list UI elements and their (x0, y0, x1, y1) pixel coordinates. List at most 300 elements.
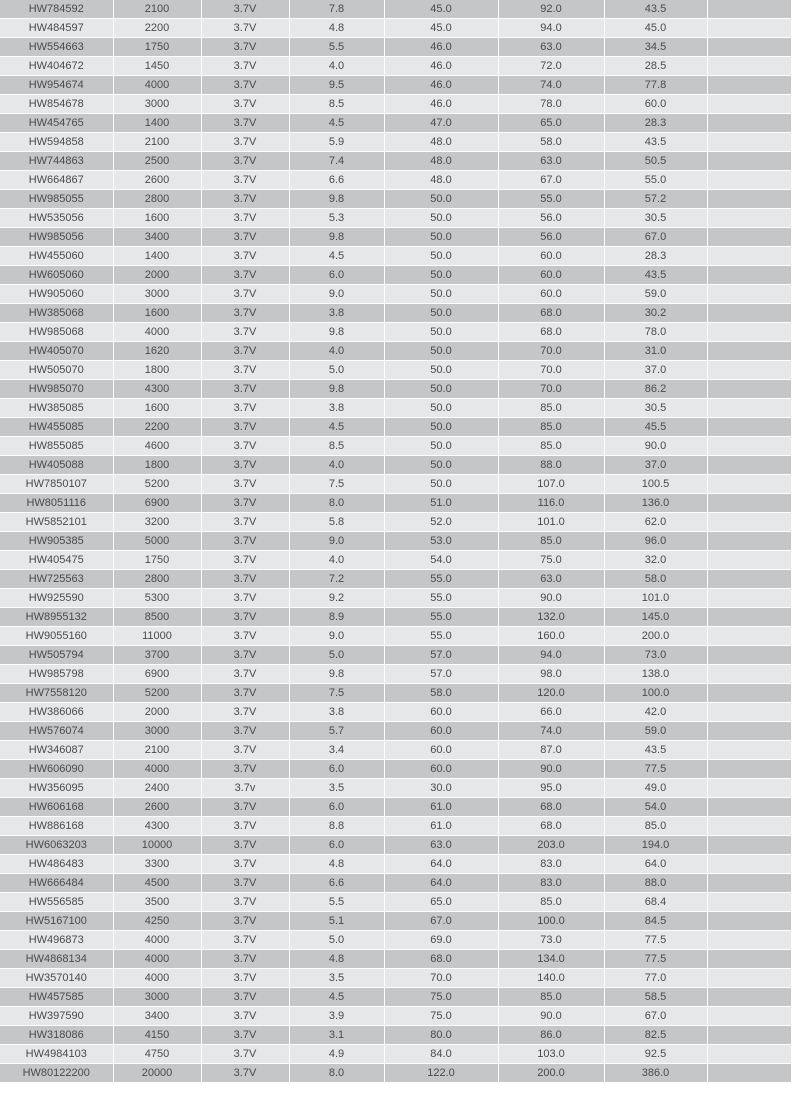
weight-cell: 60.0 (604, 95, 707, 114)
length-cell: 56.0 (498, 228, 604, 247)
weight-cell: 42.0 (604, 703, 707, 722)
voltage-cell: 3.7V (201, 152, 289, 171)
thickness-cell: 4.0 (289, 342, 384, 361)
capacity-cell: 3700 (113, 646, 201, 665)
weight-cell: 28.5 (604, 57, 707, 76)
weight-cell: 57.2 (604, 190, 707, 209)
width-cell: 60.0 (384, 760, 498, 779)
voltage-cell: 3.7V (201, 285, 289, 304)
model-cell: HW405475 (0, 551, 113, 570)
width-cell: 50.0 (384, 190, 498, 209)
width-cell: 75.0 (384, 1007, 498, 1026)
thickness-cell: 5.8 (289, 513, 384, 532)
weight-cell: 49.0 (604, 779, 707, 798)
voltage-cell: 3.7V (201, 190, 289, 209)
model-cell: HW3570140 (0, 969, 113, 988)
thickness-cell: 9.0 (289, 285, 384, 304)
voltage-cell: 3.7V (201, 969, 289, 988)
thickness-cell: 9.8 (289, 323, 384, 342)
width-cell: 50.0 (384, 361, 498, 380)
thickness-cell: 7.2 (289, 570, 384, 589)
capacity-cell: 4300 (113, 380, 201, 399)
empty-cell (707, 570, 791, 589)
model-cell: HW985070 (0, 380, 113, 399)
table-row (0, 969, 791, 988)
length-cell: 160.0 (498, 627, 604, 646)
weight-cell: 31.0 (604, 342, 707, 361)
model-cell: HW356095 (0, 779, 113, 798)
thickness-cell: 3.1 (289, 1026, 384, 1045)
length-cell: 70.0 (498, 342, 604, 361)
model-cell: HW6063203 (0, 836, 113, 855)
voltage-cell: 3.7V (201, 475, 289, 494)
capacity-cell: 4500 (113, 874, 201, 893)
weight-cell: 386.0 (604, 1064, 707, 1083)
weight-cell: 43.5 (604, 0, 707, 19)
thickness-cell: 7.4 (289, 152, 384, 171)
empty-cell (707, 456, 791, 475)
length-cell: 78.0 (498, 95, 604, 114)
width-cell: 50.0 (384, 266, 498, 285)
table-row (0, 1064, 791, 1083)
table-row (0, 570, 791, 589)
thickness-cell: 6.0 (289, 836, 384, 855)
model-cell: HW886168 (0, 817, 113, 836)
weight-cell: 45.0 (604, 19, 707, 38)
table-row (0, 798, 791, 817)
width-cell: 50.0 (384, 228, 498, 247)
length-cell: 65.0 (498, 114, 604, 133)
length-cell: 83.0 (498, 874, 604, 893)
model-cell: HW954674 (0, 76, 113, 95)
weight-cell: 59.0 (604, 722, 707, 741)
voltage-cell: 3.7V (201, 665, 289, 684)
voltage-cell: 3.7V (201, 722, 289, 741)
length-cell: 63.0 (498, 570, 604, 589)
model-cell: HW854678 (0, 95, 113, 114)
model-cell: HW385085 (0, 399, 113, 418)
thickness-cell: 8.5 (289, 437, 384, 456)
table-row (0, 608, 791, 627)
thickness-cell: 5.3 (289, 209, 384, 228)
empty-cell (707, 323, 791, 342)
thickness-cell: 9.0 (289, 532, 384, 551)
empty-cell (707, 190, 791, 209)
table-row (0, 931, 791, 950)
table-row (0, 247, 791, 266)
voltage-cell: 3.7V (201, 1007, 289, 1026)
model-cell: HW985798 (0, 665, 113, 684)
voltage-cell: 3.7V (201, 608, 289, 627)
weight-cell: 77.5 (604, 760, 707, 779)
length-cell: 95.0 (498, 779, 604, 798)
table-row (0, 190, 791, 209)
length-cell: 90.0 (498, 760, 604, 779)
width-cell: 64.0 (384, 855, 498, 874)
empty-cell (707, 532, 791, 551)
length-cell: 68.0 (498, 323, 604, 342)
thickness-cell: 5.0 (289, 646, 384, 665)
width-cell: 55.0 (384, 589, 498, 608)
empty-cell (707, 931, 791, 950)
width-cell: 47.0 (384, 114, 498, 133)
table-row (0, 456, 791, 475)
capacity-cell: 2600 (113, 798, 201, 817)
table-row (0, 76, 791, 95)
length-cell: 72.0 (498, 57, 604, 76)
weight-cell: 59.0 (604, 285, 707, 304)
thickness-cell: 9.5 (289, 76, 384, 95)
length-cell: 60.0 (498, 266, 604, 285)
length-cell: 73.0 (498, 931, 604, 950)
capacity-cell: 6900 (113, 665, 201, 684)
model-cell: HW535056 (0, 209, 113, 228)
width-cell: 64.0 (384, 874, 498, 893)
empty-cell (707, 266, 791, 285)
length-cell: 200.0 (498, 1064, 604, 1083)
voltage-cell: 3.7V (201, 456, 289, 475)
capacity-cell: 4150 (113, 1026, 201, 1045)
empty-cell (707, 19, 791, 38)
empty-cell (707, 399, 791, 418)
model-cell: HW404672 (0, 57, 113, 76)
width-cell: 50.0 (384, 342, 498, 361)
table-row (0, 0, 791, 19)
capacity-cell: 4250 (113, 912, 201, 931)
capacity-cell: 4000 (113, 760, 201, 779)
table-row (0, 285, 791, 304)
model-cell: HW554663 (0, 38, 113, 57)
thickness-cell: 4.5 (289, 114, 384, 133)
table-row (0, 874, 791, 893)
length-cell: 85.0 (498, 532, 604, 551)
empty-cell (707, 38, 791, 57)
model-cell: HW905060 (0, 285, 113, 304)
length-cell: 85.0 (498, 399, 604, 418)
voltage-cell: 3.7V (201, 494, 289, 513)
length-cell: 75.0 (498, 551, 604, 570)
model-cell: HW386066 (0, 703, 113, 722)
weight-cell: 92.5 (604, 1045, 707, 1064)
empty-cell (707, 494, 791, 513)
width-cell: 68.0 (384, 950, 498, 969)
width-cell: 50.0 (384, 418, 498, 437)
model-cell: HW664867 (0, 171, 113, 190)
weight-cell: 50.5 (604, 152, 707, 171)
thickness-cell: 4.0 (289, 551, 384, 570)
length-cell: 83.0 (498, 855, 604, 874)
capacity-cell: 10000 (113, 836, 201, 855)
model-cell: HW985068 (0, 323, 113, 342)
width-cell: 60.0 (384, 741, 498, 760)
capacity-cell: 5200 (113, 684, 201, 703)
width-cell: 58.0 (384, 684, 498, 703)
width-cell: 46.0 (384, 76, 498, 95)
thickness-cell: 8.0 (289, 494, 384, 513)
table-row (0, 1026, 791, 1045)
empty-cell (707, 361, 791, 380)
length-cell: 74.0 (498, 76, 604, 95)
thickness-cell: 4.8 (289, 950, 384, 969)
empty-cell (707, 779, 791, 798)
voltage-cell: 3.7V (201, 874, 289, 893)
voltage-cell: 3.7V (201, 114, 289, 133)
voltage-cell: 3.7V (201, 19, 289, 38)
weight-cell: 37.0 (604, 456, 707, 475)
width-cell: 50.0 (384, 285, 498, 304)
voltage-cell: 3.7V (201, 418, 289, 437)
capacity-cell: 3000 (113, 722, 201, 741)
empty-cell (707, 1064, 791, 1083)
empty-cell (707, 703, 791, 722)
model-cell: HW5167100 (0, 912, 113, 931)
voltage-cell: 3.7V (201, 741, 289, 760)
model-cell: HW985056 (0, 228, 113, 247)
model-cell: HW605060 (0, 266, 113, 285)
table-row (0, 342, 791, 361)
thickness-cell: 4.5 (289, 247, 384, 266)
weight-cell: 34.5 (604, 38, 707, 57)
empty-cell (707, 893, 791, 912)
width-cell: 61.0 (384, 798, 498, 817)
model-cell: HW455085 (0, 418, 113, 437)
voltage-cell: 3.7V (201, 836, 289, 855)
weight-cell: 67.0 (604, 1007, 707, 1026)
table-row (0, 361, 791, 380)
weight-cell: 145.0 (604, 608, 707, 627)
thickness-cell: 5.5 (289, 38, 384, 57)
thickness-cell: 5.0 (289, 931, 384, 950)
capacity-cell: 2100 (113, 0, 201, 19)
weight-cell: 194.0 (604, 836, 707, 855)
weight-cell: 28.3 (604, 247, 707, 266)
thickness-cell: 7.5 (289, 475, 384, 494)
weight-cell: 30.5 (604, 399, 707, 418)
thickness-cell: 3.9 (289, 1007, 384, 1026)
length-cell: 98.0 (498, 665, 604, 684)
capacity-cell: 1800 (113, 456, 201, 475)
table-row (0, 950, 791, 969)
thickness-cell: 4.0 (289, 57, 384, 76)
empty-cell (707, 1045, 791, 1064)
length-cell: 66.0 (498, 703, 604, 722)
table-row (0, 893, 791, 912)
length-cell: 90.0 (498, 1007, 604, 1026)
capacity-cell: 4000 (113, 950, 201, 969)
model-cell: HW7558120 (0, 684, 113, 703)
capacity-cell: 2200 (113, 418, 201, 437)
length-cell: 85.0 (498, 418, 604, 437)
weight-cell: 200.0 (604, 627, 707, 646)
table-row (0, 532, 791, 551)
width-cell: 57.0 (384, 665, 498, 684)
length-cell: 58.0 (498, 133, 604, 152)
weight-cell: 28.3 (604, 114, 707, 133)
weight-cell: 90.0 (604, 437, 707, 456)
width-cell: 55.0 (384, 570, 498, 589)
weight-cell: 43.5 (604, 266, 707, 285)
weight-cell: 43.5 (604, 133, 707, 152)
model-cell: HW4984103 (0, 1045, 113, 1064)
voltage-cell: 3.7V (201, 95, 289, 114)
empty-cell (707, 57, 791, 76)
weight-cell: 82.5 (604, 1026, 707, 1045)
table-row (0, 1007, 791, 1026)
voltage-cell: 3.7V (201, 950, 289, 969)
voltage-cell: 3.7V (201, 266, 289, 285)
weight-cell: 77.5 (604, 950, 707, 969)
voltage-cell: 3.7V (201, 703, 289, 722)
model-cell: HW455060 (0, 247, 113, 266)
capacity-cell: 5200 (113, 475, 201, 494)
width-cell: 48.0 (384, 152, 498, 171)
thickness-cell: 3.8 (289, 304, 384, 323)
voltage-cell: 3.7V (201, 437, 289, 456)
voltage-cell: 3.7V (201, 361, 289, 380)
length-cell: 60.0 (498, 247, 604, 266)
capacity-cell: 2100 (113, 741, 201, 760)
voltage-cell: 3.7V (201, 589, 289, 608)
voltage-cell: 3.7V (201, 760, 289, 779)
weight-cell: 32.0 (604, 551, 707, 570)
width-cell: 65.0 (384, 893, 498, 912)
thickness-cell: 5.7 (289, 722, 384, 741)
thickness-cell: 4.5 (289, 418, 384, 437)
table-row (0, 475, 791, 494)
length-cell: 132.0 (498, 608, 604, 627)
empty-cell (707, 380, 791, 399)
empty-cell (707, 342, 791, 361)
empty-cell (707, 133, 791, 152)
table-row (0, 114, 791, 133)
width-cell: 63.0 (384, 836, 498, 855)
voltage-cell: 3.7V (201, 0, 289, 19)
capacity-cell: 8500 (113, 608, 201, 627)
table-row (0, 437, 791, 456)
length-cell: 68.0 (498, 798, 604, 817)
table-row (0, 703, 791, 722)
thickness-cell: 8.0 (289, 1064, 384, 1083)
thickness-cell: 8.9 (289, 608, 384, 627)
width-cell: 50.0 (384, 475, 498, 494)
capacity-cell: 11000 (113, 627, 201, 646)
capacity-cell: 6900 (113, 494, 201, 513)
width-cell: 84.0 (384, 1045, 498, 1064)
empty-cell (707, 912, 791, 931)
width-cell: 46.0 (384, 38, 498, 57)
thickness-cell: 8.5 (289, 95, 384, 114)
table-row (0, 817, 791, 836)
width-cell: 30.0 (384, 779, 498, 798)
empty-cell (707, 228, 791, 247)
thickness-cell: 4.9 (289, 1045, 384, 1064)
thickness-cell: 4.0 (289, 456, 384, 475)
table-row (0, 741, 791, 760)
weight-cell: 73.0 (604, 646, 707, 665)
width-cell: 45.0 (384, 19, 498, 38)
weight-cell: 45.5 (604, 418, 707, 437)
thickness-cell: 3.4 (289, 741, 384, 760)
capacity-cell: 1450 (113, 57, 201, 76)
width-cell: 80.0 (384, 1026, 498, 1045)
table-row (0, 494, 791, 513)
length-cell: 90.0 (498, 589, 604, 608)
voltage-cell: 3.7V (201, 931, 289, 950)
capacity-cell: 2100 (113, 133, 201, 152)
width-cell: 51.0 (384, 494, 498, 513)
weight-cell: 62.0 (604, 513, 707, 532)
width-cell: 50.0 (384, 380, 498, 399)
capacity-cell: 3400 (113, 1007, 201, 1026)
length-cell: 85.0 (498, 893, 604, 912)
model-cell: HW318086 (0, 1026, 113, 1045)
table-row (0, 779, 791, 798)
table-row (0, 665, 791, 684)
table-row (0, 684, 791, 703)
width-cell: 57.0 (384, 646, 498, 665)
model-cell: HW666484 (0, 874, 113, 893)
thickness-cell: 9.8 (289, 190, 384, 209)
empty-cell (707, 798, 791, 817)
capacity-cell: 1800 (113, 361, 201, 380)
weight-cell: 138.0 (604, 665, 707, 684)
length-cell: 60.0 (498, 285, 604, 304)
voltage-cell: 3.7V (201, 228, 289, 247)
length-cell: 203.0 (498, 836, 604, 855)
empty-cell (707, 684, 791, 703)
voltage-cell: 3.7V (201, 855, 289, 874)
width-cell: 61.0 (384, 817, 498, 836)
length-cell: 70.0 (498, 361, 604, 380)
empty-cell (707, 475, 791, 494)
length-cell: 70.0 (498, 380, 604, 399)
capacity-cell: 1750 (113, 38, 201, 57)
voltage-cell: 3.7V (201, 38, 289, 57)
model-cell: HW5852101 (0, 513, 113, 532)
voltage-cell: 3.7V (201, 76, 289, 95)
empty-cell (707, 437, 791, 456)
width-cell: 69.0 (384, 931, 498, 950)
capacity-cell: 2000 (113, 266, 201, 285)
width-cell: 122.0 (384, 1064, 498, 1083)
thickness-cell: 6.6 (289, 171, 384, 190)
weight-cell: 84.5 (604, 912, 707, 931)
length-cell: 85.0 (498, 437, 604, 456)
thickness-cell: 3.5 (289, 969, 384, 988)
table-row (0, 209, 791, 228)
voltage-cell: 3.7V (201, 570, 289, 589)
empty-cell (707, 304, 791, 323)
empty-cell (707, 741, 791, 760)
table-row (0, 551, 791, 570)
voltage-cell: 3.7V (201, 798, 289, 817)
weight-cell: 58.0 (604, 570, 707, 589)
thickness-cell: 6.0 (289, 798, 384, 817)
length-cell: 88.0 (498, 456, 604, 475)
capacity-cell: 1600 (113, 304, 201, 323)
empty-cell (707, 114, 791, 133)
voltage-cell: 3.7V (201, 893, 289, 912)
table-row (0, 722, 791, 741)
capacity-cell: 4000 (113, 931, 201, 950)
model-cell: HW505070 (0, 361, 113, 380)
thickness-cell: 6.0 (289, 266, 384, 285)
table-row (0, 323, 791, 342)
model-cell: HW397590 (0, 1007, 113, 1026)
voltage-cell: 3.7v (201, 779, 289, 798)
capacity-cell: 3200 (113, 513, 201, 532)
width-cell: 50.0 (384, 323, 498, 342)
